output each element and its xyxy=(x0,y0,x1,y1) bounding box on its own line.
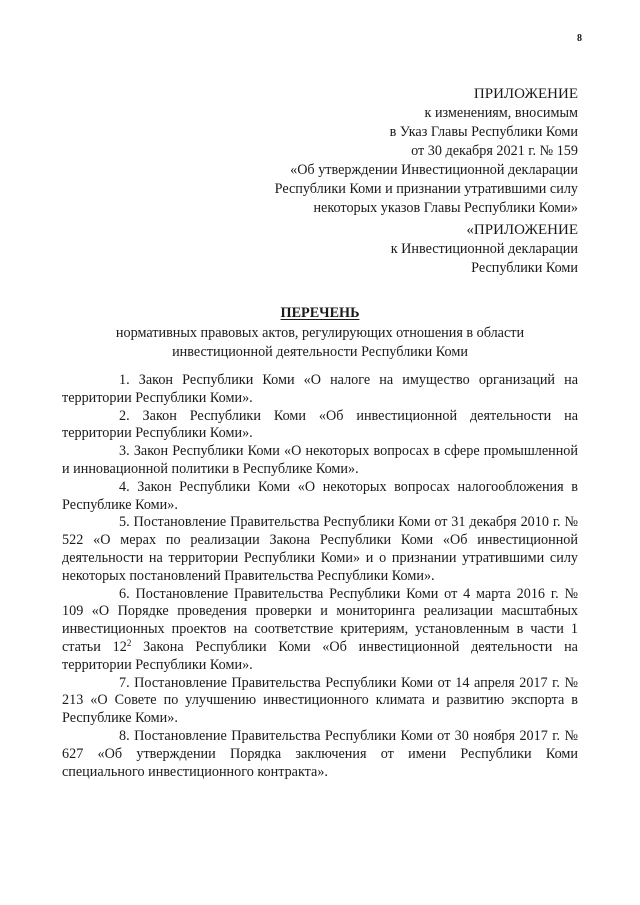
list-item xyxy=(62,586,578,675)
appendix-line: некоторых указов Главы Республики Коми» xyxy=(313,200,578,216)
document-subtitle: инвестиционной деятельности Республики Коми xyxy=(172,344,468,360)
inner-appendix-line: Республики Коми xyxy=(471,260,578,276)
list-item-text: Закона Республики Коми «Об инвестиционной деятельности на территории Республики Коми». xyxy=(62,638,578,673)
appendix-title: ПРИЛОЖЕНИЕ xyxy=(473,86,578,102)
appendix-header xyxy=(275,85,578,218)
inner-appendix-line: к Инвестиционной декларации xyxy=(390,241,578,257)
document-subtitle: нормативных правовых актов, регулирующих отношения в области xyxy=(115,325,525,341)
list-item-text: 6. Постановление Правительства Республики Коми от 4 марта 2016 г. № 109 «О Порядке проведения проверки и мониторинга реализации масштабных инвестиционных проектов на соответствие критериям, установленным в части 1 статьи 12 xyxy=(62,585,578,655)
appendix-line: к изменениям, вносимым xyxy=(424,105,578,121)
acts-list xyxy=(62,372,578,781)
superscript: 2 xyxy=(126,637,132,648)
list-item: 3. Закон Республики Коми «О некоторых вопросах в сфере промышленной и инновационной политики в Республике Коми». xyxy=(62,443,578,477)
appendix-line: «Об утверждении Инвестиционной декларации xyxy=(290,162,578,178)
list-item: 4. Закон Республики Коми «О некоторых вопросах налогообложения в Республике Коми». xyxy=(62,478,578,513)
appendix-line: Республики Коми и признании утратившими силу xyxy=(274,181,578,197)
page-number: 8 xyxy=(577,33,582,44)
document-title-block xyxy=(0,304,640,362)
appendix-line: в Указ Главы Республики Коми xyxy=(389,124,578,140)
inner-appendix-title: «ПРИЛОЖЕНИЕ xyxy=(466,222,578,238)
document-title: ПЕРЕЧЕНЬ xyxy=(280,305,360,321)
inner-appendix-header xyxy=(391,221,578,278)
list-item: 1. Закон Республики Коми «О налоге на имущество организаций на территории Республики Коми». xyxy=(62,372,578,406)
list-item: 2. Закон Республики Коми «Об инвестиционной деятельности на территории Республики Коми». xyxy=(62,407,578,442)
appendix-line: от 30 декабря 2021 г. № 159 xyxy=(411,143,578,159)
list-item: 7. Постановление Правительства Республики Коми от 14 апреля 2017 г. № 213 «О Совете по улучшению инвестиционного климата и развитию экспорта в Республике Коми». xyxy=(62,674,578,727)
list-item: 5. Постановление Правительства Республики Коми от 31 декабря 2010 г. № 522 «О мерах по реализации Закона Республики Коми «Об инвестиционной деятельности на территории Республики Коми» и о признании утратившими силу некоторых постановлений Правительства Республики Коми». xyxy=(62,514,578,584)
list-item: 8. Постановление Правительства Республики Коми от 30 ноября 2017 г. № 627 «Об утверждении Порядка заключения от имени Республики Коми специального инвестиционного контракта». xyxy=(62,727,578,780)
